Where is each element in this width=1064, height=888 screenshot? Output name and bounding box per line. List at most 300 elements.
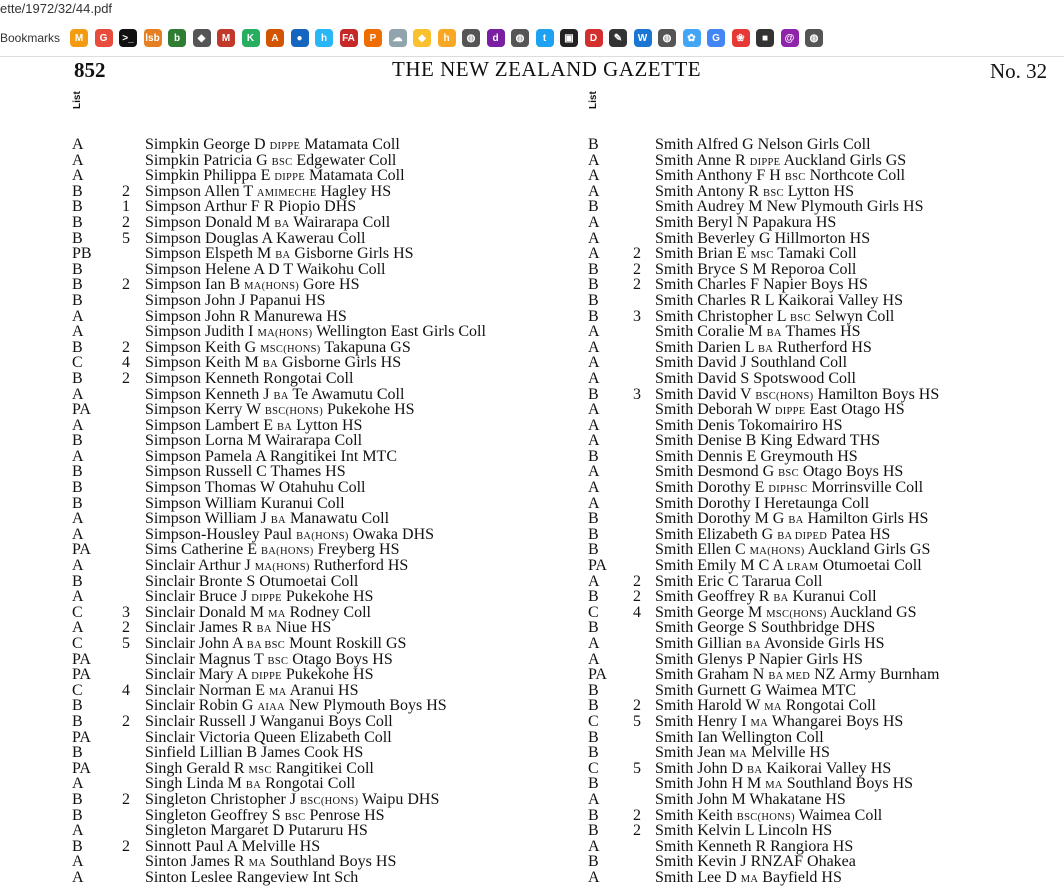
entry-name: Smith Charles F Napier Boys HS	[655, 276, 868, 294]
pen-icon[interactable]: ✎	[609, 29, 627, 47]
bookmarks-bar	[0, 22, 1064, 57]
entry-school: Matamata Coll	[304, 136, 400, 153]
entry-school: Gisborne Girls HS	[281, 354, 402, 372]
crest-icon[interactable]: ◆	[193, 29, 211, 47]
entry-text	[145, 293, 325, 309]
list-code: A	[588, 650, 600, 668]
list-code: A	[72, 447, 84, 465]
entry-name: Smith Christopher L	[655, 307, 786, 325]
entry-qualification: BA	[273, 390, 289, 402]
entry-school: Auckland Girls GS	[807, 541, 931, 559]
entry-school: Southland Boys HS	[270, 853, 397, 871]
m100-icon[interactable]: M	[217, 29, 235, 47]
entry-text	[655, 730, 824, 746]
list-code: B	[72, 572, 83, 590]
google-icon[interactable]: G	[707, 29, 725, 47]
entry-text	[145, 496, 345, 512]
entry-school: Hamilton Boys HS	[817, 385, 940, 403]
entry-name: Simpkin Patricia G	[145, 151, 268, 169]
entry-name: Smith Eric C Tararua Coll	[655, 572, 823, 590]
list-code: B	[72, 806, 83, 824]
list-code: B	[72, 744, 83, 762]
entry-name: Simpson Thomas W Otahuhu Coll	[145, 479, 366, 497]
list-code: B	[588, 260, 599, 278]
list-code: A	[588, 182, 600, 200]
flower-icon[interactable]: ✿	[683, 29, 701, 47]
h-circle-icon[interactable]: h	[315, 29, 333, 47]
m-icon[interactable]: M	[70, 29, 88, 47]
entry-name: Smith Gurnett G Waimea MTC	[655, 681, 857, 699]
entry-text	[655, 433, 880, 449]
list-code: B	[588, 697, 599, 715]
entry-school: Kuranui Coll	[792, 588, 877, 606]
list-code: A	[72, 510, 84, 528]
list-number: 2	[633, 260, 641, 278]
entry-name: Smith Graham N	[655, 666, 765, 684]
entry-text	[145, 839, 320, 855]
list-column-header-left: List	[72, 91, 83, 109]
entry-text	[145, 433, 362, 449]
entry-qualification: BA	[788, 515, 804, 527]
huawei-icon[interactable]: ❀	[732, 29, 750, 47]
list-number: 2	[122, 338, 130, 356]
entry-qualification: BA(HONS)	[296, 530, 349, 542]
entry-name: Sinclair John A	[145, 635, 243, 652]
list-code: B	[72, 494, 83, 512]
list-number: 2	[122, 619, 130, 637]
entry-name: Smith Elizabeth G	[655, 525, 774, 543]
entry-school: Waipu DHS	[361, 790, 440, 808]
entry-name: Smith Denise B King Edward THS	[655, 432, 881, 450]
entry-qualification: MSC(HONS)	[766, 608, 827, 620]
list-code: A	[72, 323, 84, 341]
entry-text	[655, 231, 870, 247]
entry-qualification: MA(HONS)	[254, 562, 310, 574]
entry-text	[655, 823, 832, 839]
entry-name: Sinfield Lillian B James Cook HS	[145, 744, 364, 762]
list-code: C	[72, 354, 83, 372]
entry-name: Smith George M	[655, 603, 763, 621]
entry-text	[655, 683, 856, 699]
entry-name: Simpson Kenneth Rongotai Coll	[145, 369, 354, 387]
entry-name: Simpson John J Papanui HS	[145, 291, 326, 309]
list-code: A	[72, 525, 84, 543]
list-code: A	[588, 338, 600, 356]
entry-school: Rutherford HS	[313, 557, 409, 575]
entry-qualification: BSC(HONS)	[300, 795, 359, 807]
entry-qualification: BA	[275, 250, 291, 262]
lsb-icon[interactable]: lsb	[144, 29, 162, 47]
entry-qualification: AMIMECHE	[256, 187, 317, 199]
entry-text	[655, 277, 868, 293]
entry-name: Simpson Judith I	[145, 323, 254, 341]
list-code: B	[588, 588, 599, 606]
list-number: 4	[122, 681, 130, 699]
entry-qualification: BA	[262, 359, 278, 371]
entry-name: Sinclair Arthur J	[145, 557, 251, 575]
wordpress-icon[interactable]: W	[634, 29, 652, 47]
entry-name: Simpson Allen T	[145, 182, 253, 200]
list-code: A	[72, 167, 84, 185]
entry-qualification: BA	[276, 421, 293, 433]
list-code: C	[588, 712, 599, 730]
entry-school: Otago Boys HS	[292, 650, 393, 668]
entry-school: Pukekohe HS	[285, 588, 374, 606]
entry-qualification: MA(HONS)	[244, 281, 300, 293]
entry-school: Thames HS	[785, 323, 861, 341]
h-yellow-icon[interactable]: h	[438, 29, 456, 47]
entry-name: Sinclair Bruce J	[145, 588, 248, 606]
entry-qualification: BA	[747, 764, 763, 776]
entry-text	[655, 293, 903, 309]
entry-qualification: BA	[773, 593, 789, 605]
entry-school: Hagley HS	[320, 182, 392, 200]
entry-text	[145, 574, 358, 590]
bookmark-icons	[70, 29, 823, 47]
list-code: A	[588, 401, 600, 419]
g-icon[interactable]: G	[95, 29, 113, 47]
list-code: A	[72, 307, 84, 325]
list-code: B	[588, 385, 599, 403]
list-number: 2	[122, 790, 130, 808]
list-code: PA	[72, 728, 91, 746]
list-number: 2	[633, 697, 641, 715]
entry-name: Smith Audrey M New Plymouth Girls HS	[655, 198, 924, 216]
entry-text	[655, 418, 842, 434]
entry-school: Hamilton Girls HS	[807, 510, 929, 528]
entry-qualification: BSC	[271, 156, 293, 168]
list-code: A	[588, 245, 600, 263]
entry-name: Smith George S Southbridge DHS	[655, 619, 876, 637]
list-code: B	[72, 463, 83, 481]
globe-icon-4[interactable]: ◍	[805, 29, 823, 47]
list-code: A	[72, 151, 84, 169]
entry-name: Smith Dorothy I Heretaunga Coll	[655, 494, 870, 512]
entry-school: Manawatu Coll	[289, 510, 390, 528]
list-code: B	[72, 276, 83, 294]
entry-qualification: MA	[268, 608, 286, 620]
entry-text	[655, 449, 858, 465]
entry-name: Smith Jean	[655, 744, 726, 762]
d-red-icon[interactable]: D	[585, 29, 603, 47]
entry-qualification: DIPPE	[274, 172, 306, 184]
entry-text	[145, 480, 365, 496]
list-code: B	[588, 136, 599, 153]
entry-qualification: BSC(HONS)	[736, 811, 795, 823]
list-number: 4	[633, 603, 641, 621]
entry-name: Smith Beverley G Hillmorton HS	[655, 229, 871, 247]
globe-icon-3[interactable]: ◍	[658, 29, 676, 47]
entry-school: Lytton HS	[787, 182, 855, 200]
entry-name: Simpson Russell C Thames HS	[145, 463, 346, 481]
list-code: A	[72, 775, 84, 793]
entry-name: Smith David J Southland Coll	[655, 354, 848, 372]
list-code: A	[72, 868, 84, 886]
list-code: A	[72, 588, 84, 606]
entry-qualification: BA(HONS)	[260, 546, 314, 558]
entry-qualification: AIAA	[257, 702, 285, 714]
entry-name: Simpson Douglas A Kawerau Coll	[145, 229, 366, 247]
entry-qualification: BA	[766, 328, 782, 340]
box-icon[interactable]: ■	[756, 29, 774, 47]
entry-qualification: MSC(HONS)	[260, 343, 321, 355]
entry-school: Otago Boys HS	[802, 463, 904, 481]
entry-name: Singh Linda M	[145, 775, 242, 793]
list-code: B	[588, 541, 599, 559]
issue-number: No. 32	[990, 59, 1048, 83]
entry-qualification: MA(HONS)	[257, 328, 313, 340]
entry-name: Simpson Kenneth J	[145, 385, 270, 403]
entry-school: Takapuna GS	[324, 338, 411, 356]
entry-name: Smith Harold W	[655, 697, 761, 715]
list-number: 2	[633, 276, 641, 294]
entry-school: Mount Roskill GS	[289, 635, 407, 652]
entry-name: Sinclair Bronte S Otumoetai Coll	[145, 572, 359, 590]
list-number: 2	[633, 822, 641, 840]
list-code: PB	[72, 245, 92, 263]
list-code: A	[588, 323, 600, 341]
circle-blue-icon[interactable]: ●	[291, 29, 309, 47]
bmh-icon[interactable]: b	[168, 29, 186, 47]
entry-name: Sinclair Magnus T	[145, 650, 264, 668]
list-code: B	[72, 291, 83, 309]
entry-name: Simpson-Housley Paul	[145, 525, 293, 543]
entry-qualification: MA	[268, 686, 287, 698]
list-code: A	[588, 790, 600, 808]
list-code: B	[588, 728, 599, 746]
entry-school: Avonside Girls HS	[763, 635, 885, 652]
pma-icon[interactable]: P	[364, 29, 382, 47]
entry-name: Simpson Donald M	[145, 213, 271, 231]
entry-school: Aranui HS	[289, 681, 359, 699]
entry-text	[655, 137, 871, 153]
list-column-header-right: List	[588, 91, 599, 109]
entry-qualification: BSC(HONS)	[755, 390, 814, 402]
entry-school: East Otago HS	[809, 401, 905, 419]
list-code: A	[588, 151, 600, 169]
entry-text	[145, 199, 356, 215]
list-number: 2	[633, 245, 641, 263]
entry-name: Smith Dorothy E	[655, 479, 765, 497]
entry-school: Whangarei Boys HS	[771, 712, 904, 730]
list-code: B	[72, 712, 83, 730]
entry-name: Smith Kevin J RNZAF Ohakea	[655, 853, 856, 871]
entry-text	[655, 496, 869, 512]
list-code: B	[588, 447, 599, 465]
globe-icon-2[interactable]: ◍	[511, 29, 529, 47]
list-code: C	[72, 681, 83, 699]
entry-name: Smith Alfred G Nelson Girls Coll	[655, 136, 871, 153]
entry-school: Bayfield HS	[762, 868, 842, 886]
terminal-icon[interactable]: >_	[119, 29, 137, 47]
diamond-icon[interactable]: ◆	[413, 29, 431, 47]
entry-name: Smith David S Spotswood Coll	[655, 369, 856, 387]
entry-text	[145, 870, 358, 886]
entry-school: Wellington East Girls Coll	[316, 323, 486, 341]
entry-name: Smith Beryl N Papakura HS	[655, 213, 837, 231]
list-code: PA	[72, 759, 91, 777]
entry-name: Smith Anthony F H	[655, 167, 781, 185]
entry-name: Smith Charles R L Kaikorai Valley HS	[655, 291, 903, 309]
entry-qualification: DIPHSC	[768, 484, 808, 496]
list-code: B	[72, 338, 83, 356]
entry-qualification: DIPPE	[749, 156, 781, 168]
entry-name: Smith Anne R	[655, 151, 746, 169]
entry-school: Rodney Coll	[289, 603, 371, 621]
entry-name: Simpkin Philippa E	[145, 167, 271, 185]
entry-school: Tamaki Coll	[777, 245, 857, 263]
address-bar[interactable]	[0, 0, 1064, 22]
entry-name: Smith Kelvin L Lincoln HS	[655, 822, 833, 840]
list-number: 5	[633, 759, 641, 777]
list-code: PA	[72, 541, 91, 559]
list-code: A	[72, 822, 84, 840]
list-code: A	[588, 369, 600, 387]
entry-text	[145, 714, 393, 730]
list-code: A	[72, 853, 84, 871]
entry-name: Smith John H M	[655, 775, 762, 793]
list-code: A	[588, 416, 600, 434]
entry-qualification: BA	[757, 343, 774, 355]
list-code: A	[72, 416, 84, 434]
entry-name: Smith Coralie M	[655, 323, 763, 341]
entry-qualification: LRAM	[787, 562, 819, 574]
list-code: C	[588, 759, 599, 777]
list-code: C	[72, 603, 83, 621]
entry-qualification: BA MED	[768, 671, 811, 683]
list-code: A	[72, 385, 84, 403]
list-code: A	[588, 167, 600, 185]
entry-text	[145, 371, 353, 387]
list-code: B	[72, 697, 83, 715]
entry-school: Rangitikei Coll	[275, 759, 374, 777]
entry-school: Auckland Girls GS	[783, 151, 907, 169]
entry-name: Singleton Geoffrey S	[145, 806, 281, 824]
entry-name: Smith Ian Wellington Coll	[655, 728, 824, 746]
entry-text	[145, 449, 397, 465]
list-number: 4	[122, 354, 130, 372]
entry-school: Lytton HS	[296, 416, 363, 434]
entry-name: Smith Kenneth R Rangiora HS	[655, 837, 854, 855]
bookmarks-label[interactable]: Bookmarks	[0, 31, 61, 45]
entry-name: Simpson William J	[145, 510, 267, 528]
twitter-icon[interactable]: t	[536, 29, 554, 47]
entry-name: Simpson Keith M	[145, 354, 259, 372]
ta-icon[interactable]: A	[266, 29, 284, 47]
entry-name: Sinton Leslee Rangeview Int Sch	[145, 868, 359, 886]
entry-text	[145, 464, 346, 480]
entry-text	[655, 355, 847, 371]
bookmark-dark-icon[interactable]: ▣	[560, 29, 578, 47]
list-code: B	[588, 198, 599, 216]
list-code: B	[72, 479, 83, 497]
entry-text	[655, 215, 836, 231]
fa-icon[interactable]: FA	[340, 29, 358, 47]
list-code: C	[72, 635, 83, 652]
list-code: B	[72, 182, 83, 200]
entry-qualification: MA	[764, 702, 782, 714]
list-code: A	[588, 463, 600, 481]
d-purple-icon[interactable]: d	[487, 29, 505, 47]
k-icon[interactable]: K	[242, 29, 260, 47]
list-code: B	[72, 198, 83, 216]
entry-name: Smith Deborah W	[655, 401, 771, 419]
entry-school: Northcote Coll	[809, 167, 906, 185]
entry-qualification: BSC	[789, 312, 811, 324]
gazette-title: THE NEW ZEALAND GAZETTE	[392, 57, 702, 81]
entry-school: New Plymouth Boys HS	[288, 697, 447, 715]
list-code: A	[588, 213, 600, 231]
entry-name: Sinclair Donald M	[145, 603, 265, 621]
entry-name: Sinclair Norman E	[145, 681, 265, 699]
entry-name: Smith Gillian	[655, 635, 742, 652]
url-text[interactable]: ette/1972/32/44.pdf	[0, 1, 113, 16]
entry-name: Simpson Lorna M Wairarapa Coll	[145, 432, 363, 450]
swirl-icon[interactable]: @	[781, 29, 799, 47]
list-code: PA	[588, 557, 607, 575]
list-code: B	[588, 822, 599, 840]
entry-school: NZ Army Burnham	[814, 666, 940, 684]
entry-school: Matamata Coll	[309, 167, 405, 185]
entry-text	[145, 231, 365, 247]
entry-qualification: BA	[256, 624, 272, 636]
list-number: 5	[122, 229, 130, 247]
entry-school: Gore HS	[303, 276, 360, 294]
entry-name: Sims Catherine E	[145, 541, 257, 559]
entry-name: Simpkin George D	[145, 136, 266, 153]
entry-name: Sinclair James R	[145, 619, 253, 637]
entry-name: Sinclair Victoria Queen Elizabeth Coll	[145, 728, 392, 746]
list-code: PA	[588, 666, 607, 684]
globe-icon-1[interactable]: ◍	[462, 29, 480, 47]
entry-name: Smith David V	[655, 385, 752, 403]
list-number: 2	[633, 572, 641, 590]
list-code: B	[72, 369, 83, 387]
entry-text	[655, 199, 923, 215]
entry-text	[655, 620, 875, 636]
list-code: B	[588, 291, 599, 309]
entry-name: Smith Denis Tokomairiro HS	[655, 416, 843, 434]
list-number: 2	[633, 588, 641, 606]
entry-name: Smith Ellen C	[655, 541, 746, 559]
entry-name: Simpson William Kuranui Coll	[145, 494, 345, 512]
entry-qualification: BA	[245, 780, 262, 792]
entry-school: Selwyn Coll	[814, 307, 895, 325]
entry-name: Smith John D	[655, 759, 744, 777]
list-number: 2	[122, 837, 130, 855]
cloud-icon[interactable]: ☁	[389, 29, 407, 47]
page-number: 852	[74, 58, 106, 82]
list-number: 5	[122, 635, 130, 652]
entry-name: Smith Brian E	[655, 245, 747, 263]
entry-text	[655, 262, 856, 278]
entry-name: Simpson John R Manurewa HS	[145, 307, 347, 325]
entry-name: Sinnott Paul A Melville HS	[145, 837, 321, 855]
list-code: A	[72, 557, 84, 575]
entry-qualification: MA	[740, 873, 759, 885]
list-code: B	[72, 229, 83, 247]
entry-text	[145, 309, 347, 325]
entry-text	[655, 574, 822, 590]
entry-name: Simpson Ian B	[145, 276, 241, 294]
entry-school: Kaikorai Valley HS	[766, 759, 892, 777]
entry-qualification: BSC	[763, 187, 784, 199]
entry-name: Smith Bryce S M Reporoa Coll	[655, 260, 857, 278]
entry-school: Auckland GS	[829, 603, 917, 621]
entry-name: Smith Henry I	[655, 712, 747, 730]
entry-qualification: MSC	[248, 764, 272, 776]
entry-school: Wairarapa Coll	[293, 213, 391, 231]
